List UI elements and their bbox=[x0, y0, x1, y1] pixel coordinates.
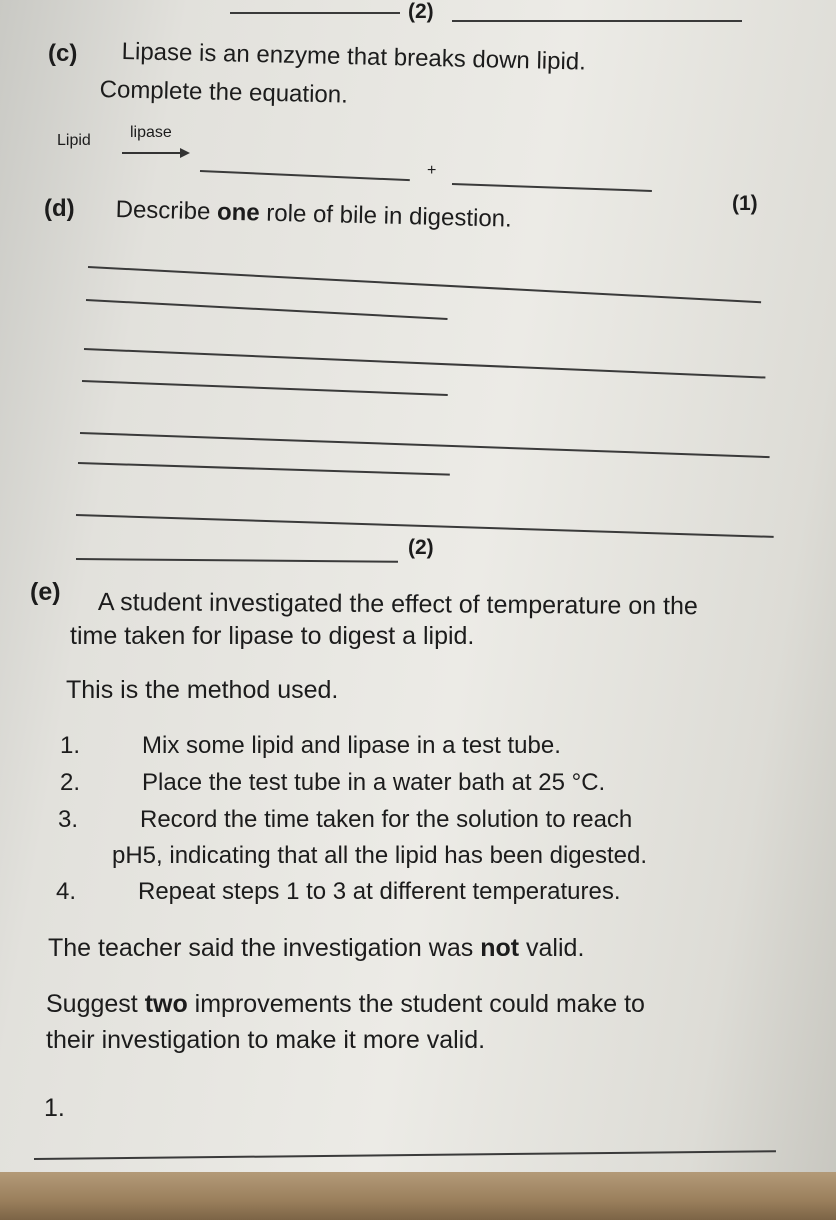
question-d-text-before: Describe bbox=[115, 196, 218, 226]
answer-line[interactable] bbox=[82, 380, 448, 396]
answer-line[interactable] bbox=[86, 299, 448, 320]
mark-allocation-d: (2) bbox=[408, 536, 434, 559]
teacher-statement-after: valid. bbox=[519, 934, 585, 962]
answer-line[interactable] bbox=[88, 266, 761, 303]
teacher-statement-before: The teacher said the investigation was bbox=[48, 934, 481, 962]
part-label-e: (e) bbox=[30, 578, 61, 606]
answer-number: 1. bbox=[44, 1094, 65, 1122]
answer-line[interactable] bbox=[230, 12, 400, 14]
suggest-question-line-1 bbox=[46, 990, 645, 1019]
equation-reactant: Lipid bbox=[57, 132, 91, 149]
arrow-head-icon bbox=[180, 148, 190, 158]
question-d-text-after: role of bile in digestion. bbox=[259, 199, 513, 233]
table-surface-edge bbox=[0, 1172, 836, 1220]
suggest-before: Suggest bbox=[46, 990, 145, 1018]
answer-line[interactable] bbox=[80, 432, 770, 458]
equation-plus: + bbox=[427, 162, 437, 179]
part-label-c: (c) bbox=[48, 40, 78, 67]
step-number: 3. bbox=[58, 806, 79, 833]
answer-line[interactable] bbox=[78, 462, 450, 476]
step-text: Mix some lipid and lipase in a test tube. bbox=[142, 732, 561, 759]
equation-enzyme-label: lipase bbox=[130, 124, 172, 141]
step-text: pH5, indicating that all the lipid has been digested. bbox=[112, 842, 648, 869]
question-c-text: Lipase is an enzyme that breaks down lipid. bbox=[121, 38, 587, 76]
teacher-statement bbox=[48, 934, 584, 963]
step-text: Record the time taken for the solution to reach bbox=[140, 806, 633, 833]
suggest-question-line-2: their investigation to make it more valid. bbox=[46, 1026, 486, 1054]
reaction-arrow bbox=[122, 152, 180, 154]
product-answer-line-2[interactable] bbox=[452, 183, 652, 192]
mark-allocation: (2) bbox=[408, 0, 434, 23]
answer-line[interactable] bbox=[84, 348, 765, 379]
emphasis-not: not bbox=[480, 934, 520, 962]
step-number: 2. bbox=[60, 769, 81, 796]
question-e-intro-line-1: A student investigated the effect of temperature on the bbox=[97, 588, 698, 621]
part-label-d: (d) bbox=[44, 195, 75, 222]
step-number: 1. bbox=[60, 732, 81, 759]
step-text: Repeat steps 1 to 3 at different temperatures. bbox=[138, 878, 621, 905]
answer-line[interactable] bbox=[452, 20, 742, 22]
answer-line[interactable] bbox=[76, 514, 774, 538]
emphasis-two: two bbox=[144, 990, 188, 1018]
mark-allocation-c: (1) bbox=[732, 192, 758, 215]
answer-line[interactable] bbox=[34, 1150, 776, 1160]
step-text: Place the test tube in a water bath at 25 °C. bbox=[142, 769, 606, 796]
answer-line[interactable] bbox=[76, 558, 398, 563]
question-d-text bbox=[115, 196, 512, 234]
method-intro: This is the method used. bbox=[66, 676, 339, 704]
question-e-intro-line-2: time taken for lipase to digest a lipid. bbox=[70, 622, 475, 650]
suggest-after: improvements the student could make to bbox=[187, 990, 645, 1018]
emphasis-one: one bbox=[216, 198, 261, 227]
product-answer-line-1[interactable] bbox=[200, 170, 410, 181]
step-number: 4. bbox=[56, 878, 77, 905]
instruction-text: Complete the equation. bbox=[99, 76, 349, 109]
